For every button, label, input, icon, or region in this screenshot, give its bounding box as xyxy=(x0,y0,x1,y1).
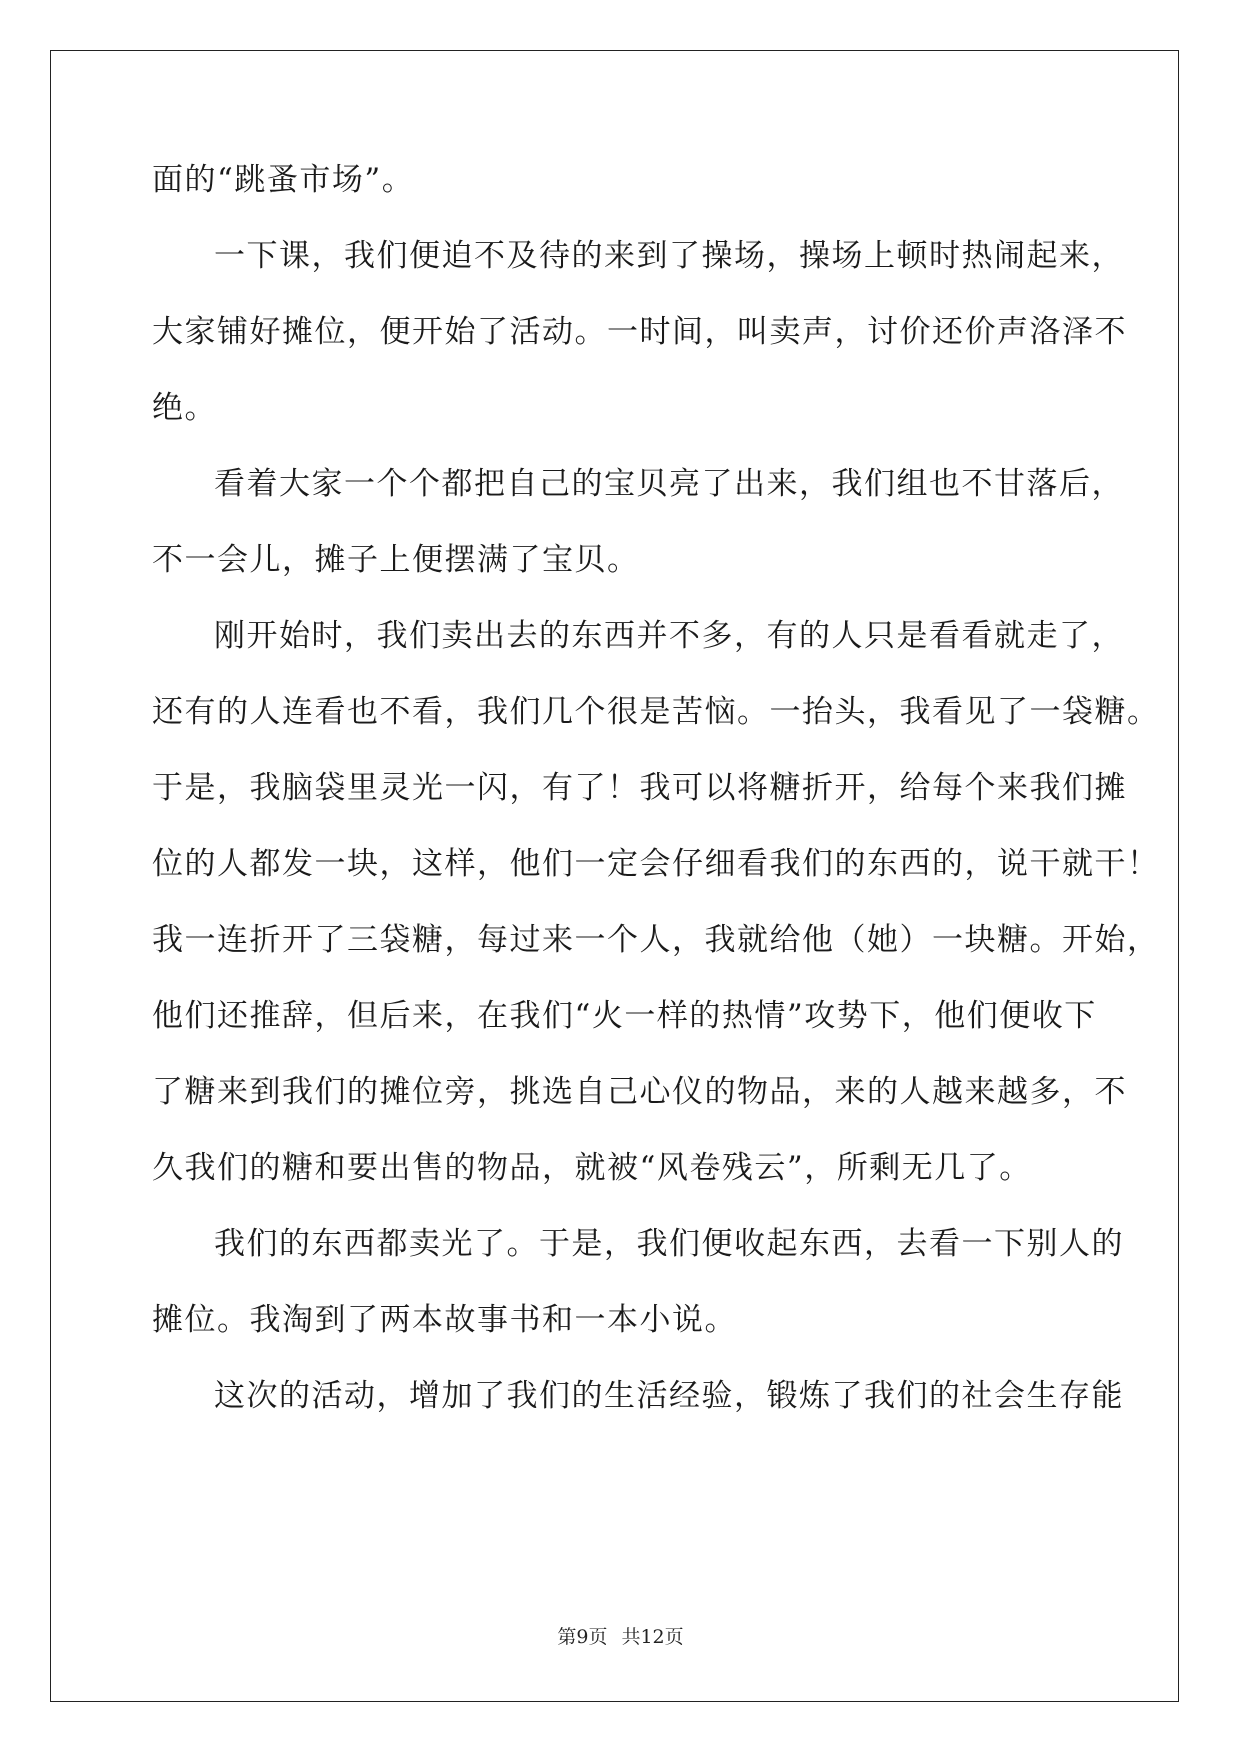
text-line: 我一连折开了三袋糖，每过来一个人，我就给他（她）一块糖。开始， xyxy=(152,922,1160,958)
page-number: 第9页 xyxy=(557,1626,608,1648)
paragraph-start-line: 一下课，我们便迫不及待的来到了操场，操场上顿时热闹起来， xyxy=(214,238,1124,274)
text-line: 于是，我脑袋里灵光一闪，有了！我可以将糖折开，给每个来我们摊 xyxy=(152,770,1127,806)
paragraph-start-line: 看着大家一个个都把自己的宝贝亮了出来，我们组也不甘落后， xyxy=(214,466,1124,502)
text-line: 大家铺好摊位，便开始了活动。一时间，叫卖声，讨价还价声洛泽不 xyxy=(152,314,1127,350)
text-line: 还有的人连看也不看，我们几个很是苦恼。一抬头，我看见了一袋糖。 xyxy=(152,694,1160,730)
text-line: 他们还推辞，但后来，在我们“火一样的热情”攻势下，他们便收下 xyxy=(152,998,1097,1034)
paragraph-start-line: 刚开始时，我们卖出去的东西并不多，有的人只是看看就走了， xyxy=(214,618,1124,654)
text-line: 不一会儿，摊子上便摆满了宝贝。 xyxy=(152,542,640,578)
text-line: 绝。 xyxy=(152,390,217,426)
text-line: 久我们的糖和要出售的物品，就被“风卷残云”，所剩无几了。 xyxy=(152,1150,1032,1186)
text-line: 面的“跳蚤市场”。 xyxy=(152,162,415,198)
page-footer xyxy=(0,1625,1241,1649)
text-line: 摊位。我淘到了两本故事书和一本小说。 xyxy=(152,1302,737,1338)
page-total: 共12页 xyxy=(621,1626,684,1648)
text-line: 位的人都发一块，这样，他们一定会仔细看我们的东西的，说干就干！ xyxy=(152,846,1160,882)
text-line: 了糖来到我们的摊位旁，挑选自己心仪的物品，来的人越来越多，不 xyxy=(152,1074,1127,1110)
paragraph-start-line: 这次的活动，增加了我们的生活经验，锻炼了我们的社会生存能 xyxy=(214,1378,1124,1414)
paragraph-start-line: 我们的东西都卖光了。于是，我们便收起东西，去看一下别人的 xyxy=(214,1226,1124,1262)
